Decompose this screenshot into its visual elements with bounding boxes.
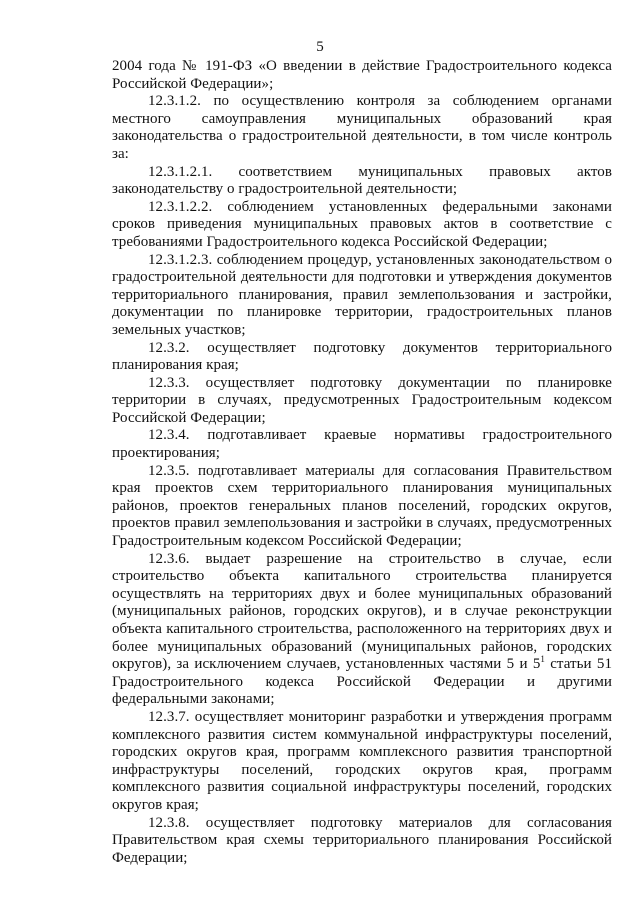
paragraph-12-3-1-2: 12.3.1.2. по осуществлению контроля за соблюдением органами местного самоуправления муниципальных образований края законодательства о градостроительной деятельности, в том числе контроль за: — [112, 93, 612, 162]
paragraph-12-3-1-2-3: 12.3.1.2.3. соблюдением процедур, установленных законодательством о градостроительной деятельности для подготовки и утверждения документов территориального планирования, правил землепользования и застройки, документации по планировке территории, градостроительных планов земельных участков; — [112, 251, 612, 338]
paragraph-12-3-6 — [112, 551, 612, 709]
document-body — [112, 58, 612, 867]
superscript-one: 1 — [540, 654, 545, 665]
paragraph-12-3-4: 12.3.4. подготавливает краевые нормативы градостроительного проектирования; — [112, 427, 612, 462]
page-number: 5 — [316, 39, 324, 55]
paragraph-12-3-6-text-end: статьи 51 Градостроительного кодекса Российской Федерации и другими федеральными законами; — [112, 656, 612, 708]
paragraph-12-3-7: 12.3.7. осуществляет мониторинг разработки и утверждения программ комплексного развития систем коммунальной инфраструктуры поселений, городских округов края, программ комплексного развития транспортной инфраструктуры поселений, городских округов края, программ комплексного развития социальной инфраструктуры поселений, городских округов края; — [112, 708, 612, 813]
paragraph-12-3-2: 12.3.2. осуществляет подготовку документов территориального планирования края; — [112, 339, 612, 374]
paragraph-12-3-3: 12.3.3. осуществляет подготовку документации по планировке территории в случаях, предусмотренных Градостроительным кодексом Российской Федерации; — [112, 374, 612, 426]
paragraph-12-3-6-text-start: 12.3.6. выдает разрешение на строительство в случае, если строительство объекта капитального строительства планируется осуществлять на территориях двух и более муниципальных образований (муниципальных районов, городских округов), и в случае реконструкции объекта капитального строительства, расположенного на территориях двух и более муниципальных образований (муниципальных районов, городских округов), за исключением случаев, установленных частями 5 и 5 — [112, 550, 612, 673]
paragraph-12-3-1-2-2: 12.3.1.2.2. соблюдением установленных федеральными законами сроков приведения муниципальных правовых актов в соответствие с требованиями Градостроительного кодекса Российской Федерации; — [112, 198, 612, 250]
paragraph-12-3-8: 12.3.8. осуществляет подготовку материалов для согласования Правительством края схемы территориального планирования Российской Федерации; — [112, 814, 612, 866]
paragraph-continuation: 2004 года № 191-ФЗ «О введении в действие Градостроительного кодекса Российской Федерации»; — [112, 58, 612, 92]
paragraph-12-3-1-2-1: 12.3.1.2.1. соответствием муниципальных правовых актов законодательству о градостроительной деятельности; — [112, 163, 612, 198]
paragraph-12-3-5: 12.3.5. подготавливает материалы для согласования Правительством края проектов схем территориального планирования муниципальных районов, проектов генеральных планов поселений, городских округов, проектов правил землепользования и застройки в случаях, предусмотренных Градостроительным кодексом Российской Федерации; — [112, 462, 612, 550]
